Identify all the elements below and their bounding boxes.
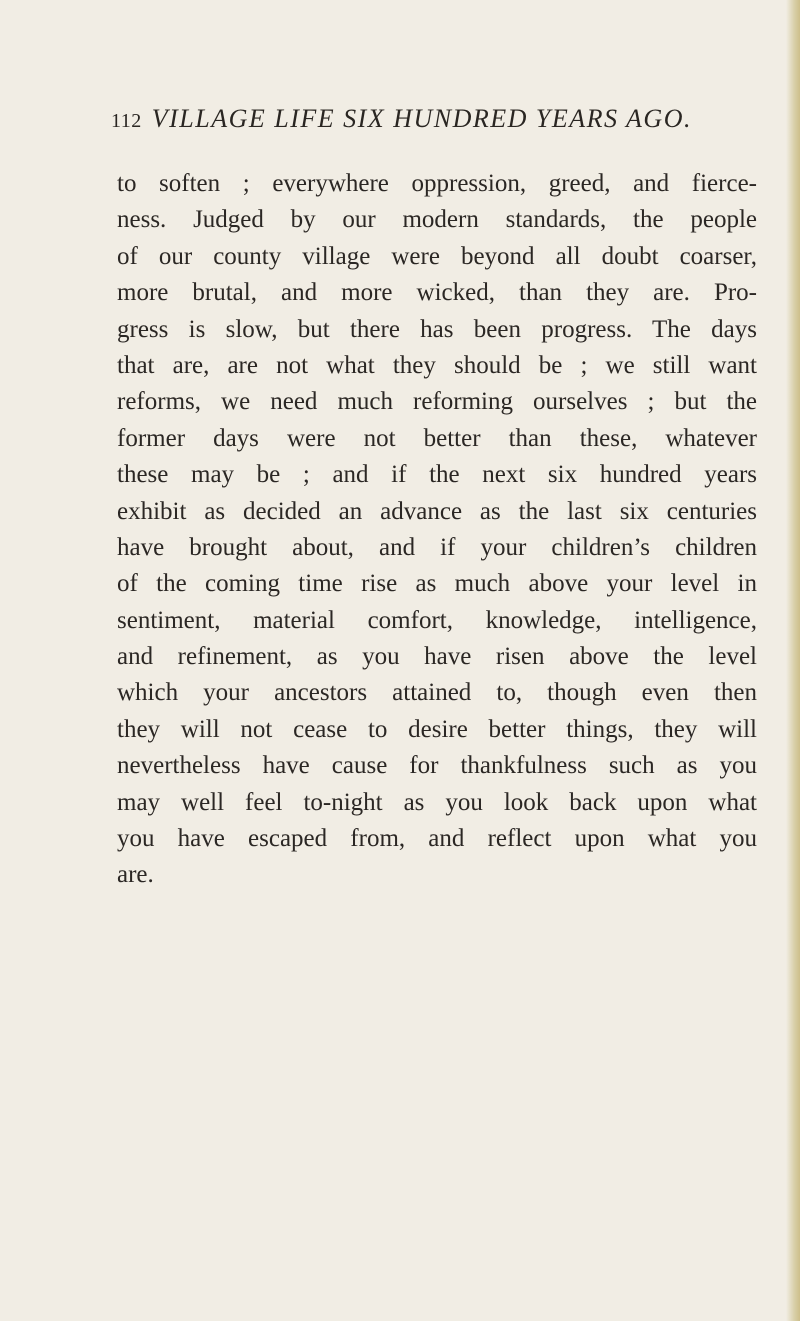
body-paragraph	[117, 166, 757, 894]
text-line: nevertheless have cause for thankfulness such as you	[117, 752, 757, 780]
page-number: 112	[111, 110, 142, 132]
text-line: that are, are not what they should be ; we still want	[117, 351, 757, 379]
text-line-final: are.	[117, 861, 154, 889]
text-line: they will not cease to desire better things, they will	[117, 715, 757, 743]
text-line: gress is slow, but there has been progress. The days	[117, 315, 757, 343]
text-line: these may be ; and if the next six hundred years	[117, 461, 757, 489]
text-line: reforms, we need much reforming ourselves ; but the	[117, 388, 757, 416]
text-line: and refinement, as you have risen above the level	[117, 643, 757, 671]
text-line: of our county village were beyond all doubt coarser,	[117, 242, 757, 270]
text-line: of the coming time rise as much above your level in	[117, 570, 757, 598]
text-line: sentiment, material comfort, knowledge, intelligence,	[117, 606, 757, 634]
page-edge-shading	[786, 0, 800, 1321]
text-line: former days were not better than these, whatever	[117, 424, 757, 452]
text-line: you have escaped from, and reflect upon what you	[117, 825, 757, 853]
running-head	[111, 104, 751, 144]
text-line: more brutal, and more wicked, than they are. Pro-	[117, 279, 757, 307]
text-line: have brought about, and if your children’s children	[117, 533, 757, 561]
text-line: to soften ; everywhere oppression, greed, and fierce-	[117, 170, 757, 197]
text-line: may well feel to-night as you look back upon what	[117, 788, 757, 816]
running-title: VILLAGE LIFE SIX HUNDRED YEARS AGO.	[151, 104, 692, 133]
text-line: exhibit as decided an advance as the last six centuries	[117, 497, 757, 525]
text-line: ness. Judged by our modern standards, the people	[117, 206, 757, 234]
text-line: which your ancestors attained to, though even then	[117, 679, 757, 707]
